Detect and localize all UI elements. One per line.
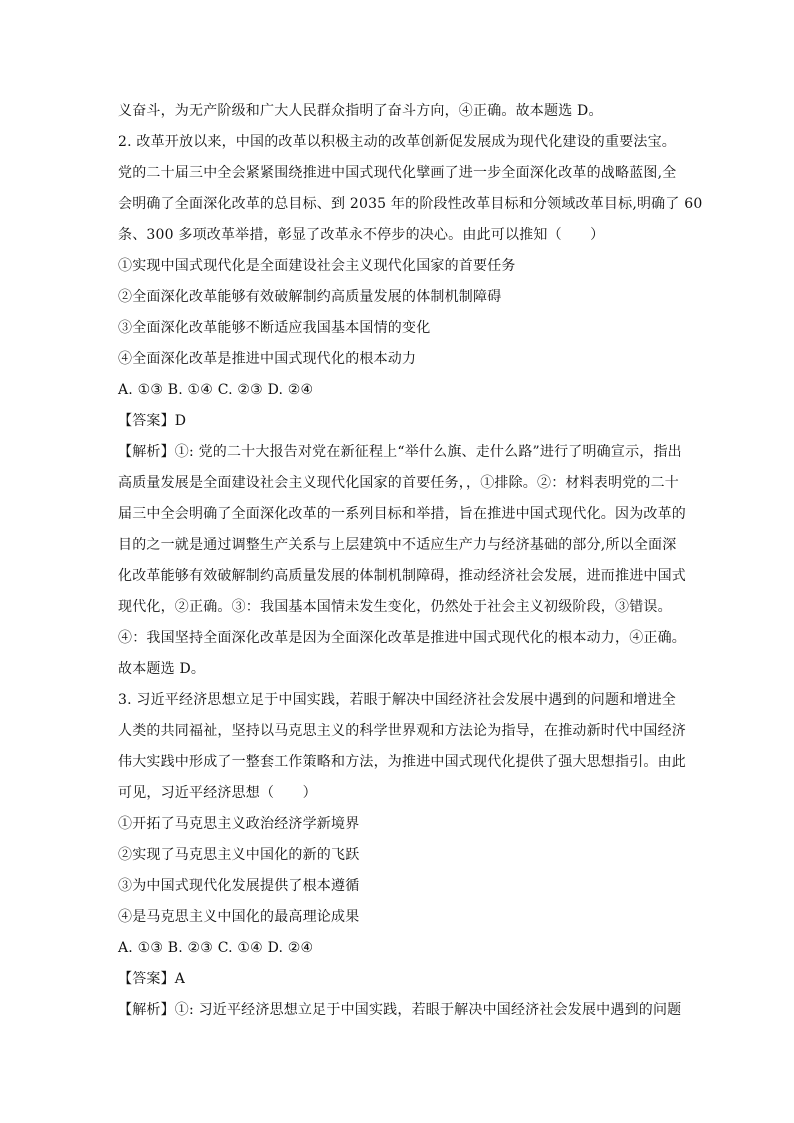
option-2: ②实现了马克思主义中国化的新的飞跃 [118, 847, 360, 863]
analysis-line: 【解析】①: 习近平经济思想立足于中国实践，若眼于解决中国经济社会发展中遇到的问题 [118, 1002, 682, 1018]
answer-label: 【答案】A [118, 971, 186, 987]
analysis-line: 届三中全会明确了全面深化改革的一系列目标和举措，旨在推进中国式现代化。因为改革的 [118, 506, 686, 522]
text-line: 党的二十届三中全会紧紧围绕推进中国式现代化擘画了进一步全面深化改革的战略蓝图,全 [118, 165, 677, 181]
answer-label: 【答案】D [118, 413, 187, 429]
option-3: ③为中国式现代化发展提供了根本遵循 [118, 878, 360, 894]
option-1: ①开拓了马克思主义政治经济学新境界 [118, 816, 360, 832]
option-2: ②全面深化改革能够有效破解制约高质量发展的体制机制障碍 [118, 289, 502, 305]
option-4: ④全面深化改革是推进中国式现代化的根本动力 [118, 351, 417, 367]
analysis-line: 【解析】①: 党的二十大报告对党在新征程上“举什么旗、走什么路”进行了明确宣示，指出 [118, 444, 682, 460]
text-line: 义奋斗，为无产阶级和广大人民群众指明了奋斗方向，④正确。故本题选 D。 [118, 103, 603, 119]
analysis-line: 化改革能够有效破解制约高质量发展的体制机制障碍，推动经济社会发展，进而推进中国式 [118, 568, 686, 584]
analysis-line: ④：我国坚持全面深化改革是因为全面深化改革是推进中国式现代化的根本动力，④正确。 [118, 630, 686, 646]
text-line: 伟大实践中形成了一整套工作策略和方法，为推进中国式现代化提供了强大思想指引。由此 [118, 754, 686, 770]
analysis-line: 现代化，②正确。③：我国基本国情未发生变化，仍然处于社会主义初级阶段，③错误。 [118, 599, 672, 615]
option-4: ④是马克思主义中国化的最高理论成果 [118, 909, 360, 925]
text-line: 人类的共同福祉，坚持以马克思主义的科学世界观和方法论为指导，在推动新时代中国经济 [118, 723, 686, 739]
answer-choices: A. ①③ B. ②③ C. ①④ D. ②④ [118, 940, 314, 956]
analysis-line: 高质量发展是全面建设社会主义现代化国家的首要任务，，①排除。②：材料表明党的二十 [118, 475, 679, 491]
option-3: ③全面深化改革能够不断适应我国基本国情的变化 [118, 320, 431, 336]
analysis-line: 故本题选 D。 [118, 661, 206, 677]
text-line: 会明确了全面深化改革的总目标、到 2035 年的阶段性改革目标和分领域改革目标,明确了 60 [118, 196, 703, 212]
analysis-line: 目的之一就是通过调整生产关系与上层建筑中不适应生产力与经济基础的部分,所以全面深 [118, 537, 677, 553]
answer-choices: A. ①③ B. ①④ C. ②③ D. ②④ [118, 382, 314, 398]
text-line: 可见，习近平经济思想（ ） [118, 785, 317, 801]
option-1: ①实现中国式现代化是全面建设社会主义现代化国家的首要任务 [118, 258, 516, 274]
question-3-stem: 3. 习近平经济思想立足于中国实践，若眼于解决中国经济社会发展中遇到的问题和增进全 [118, 692, 677, 708]
question-2-stem: 2. 改革开放以来，中国的改革以积极主动的改革创新促发展成为现代化建设的重要法宝。 [118, 134, 677, 150]
text-line: 条、300 多项改革举措，彰显了改革永不停步的决心。由此可以推知（ ） [118, 227, 605, 243]
